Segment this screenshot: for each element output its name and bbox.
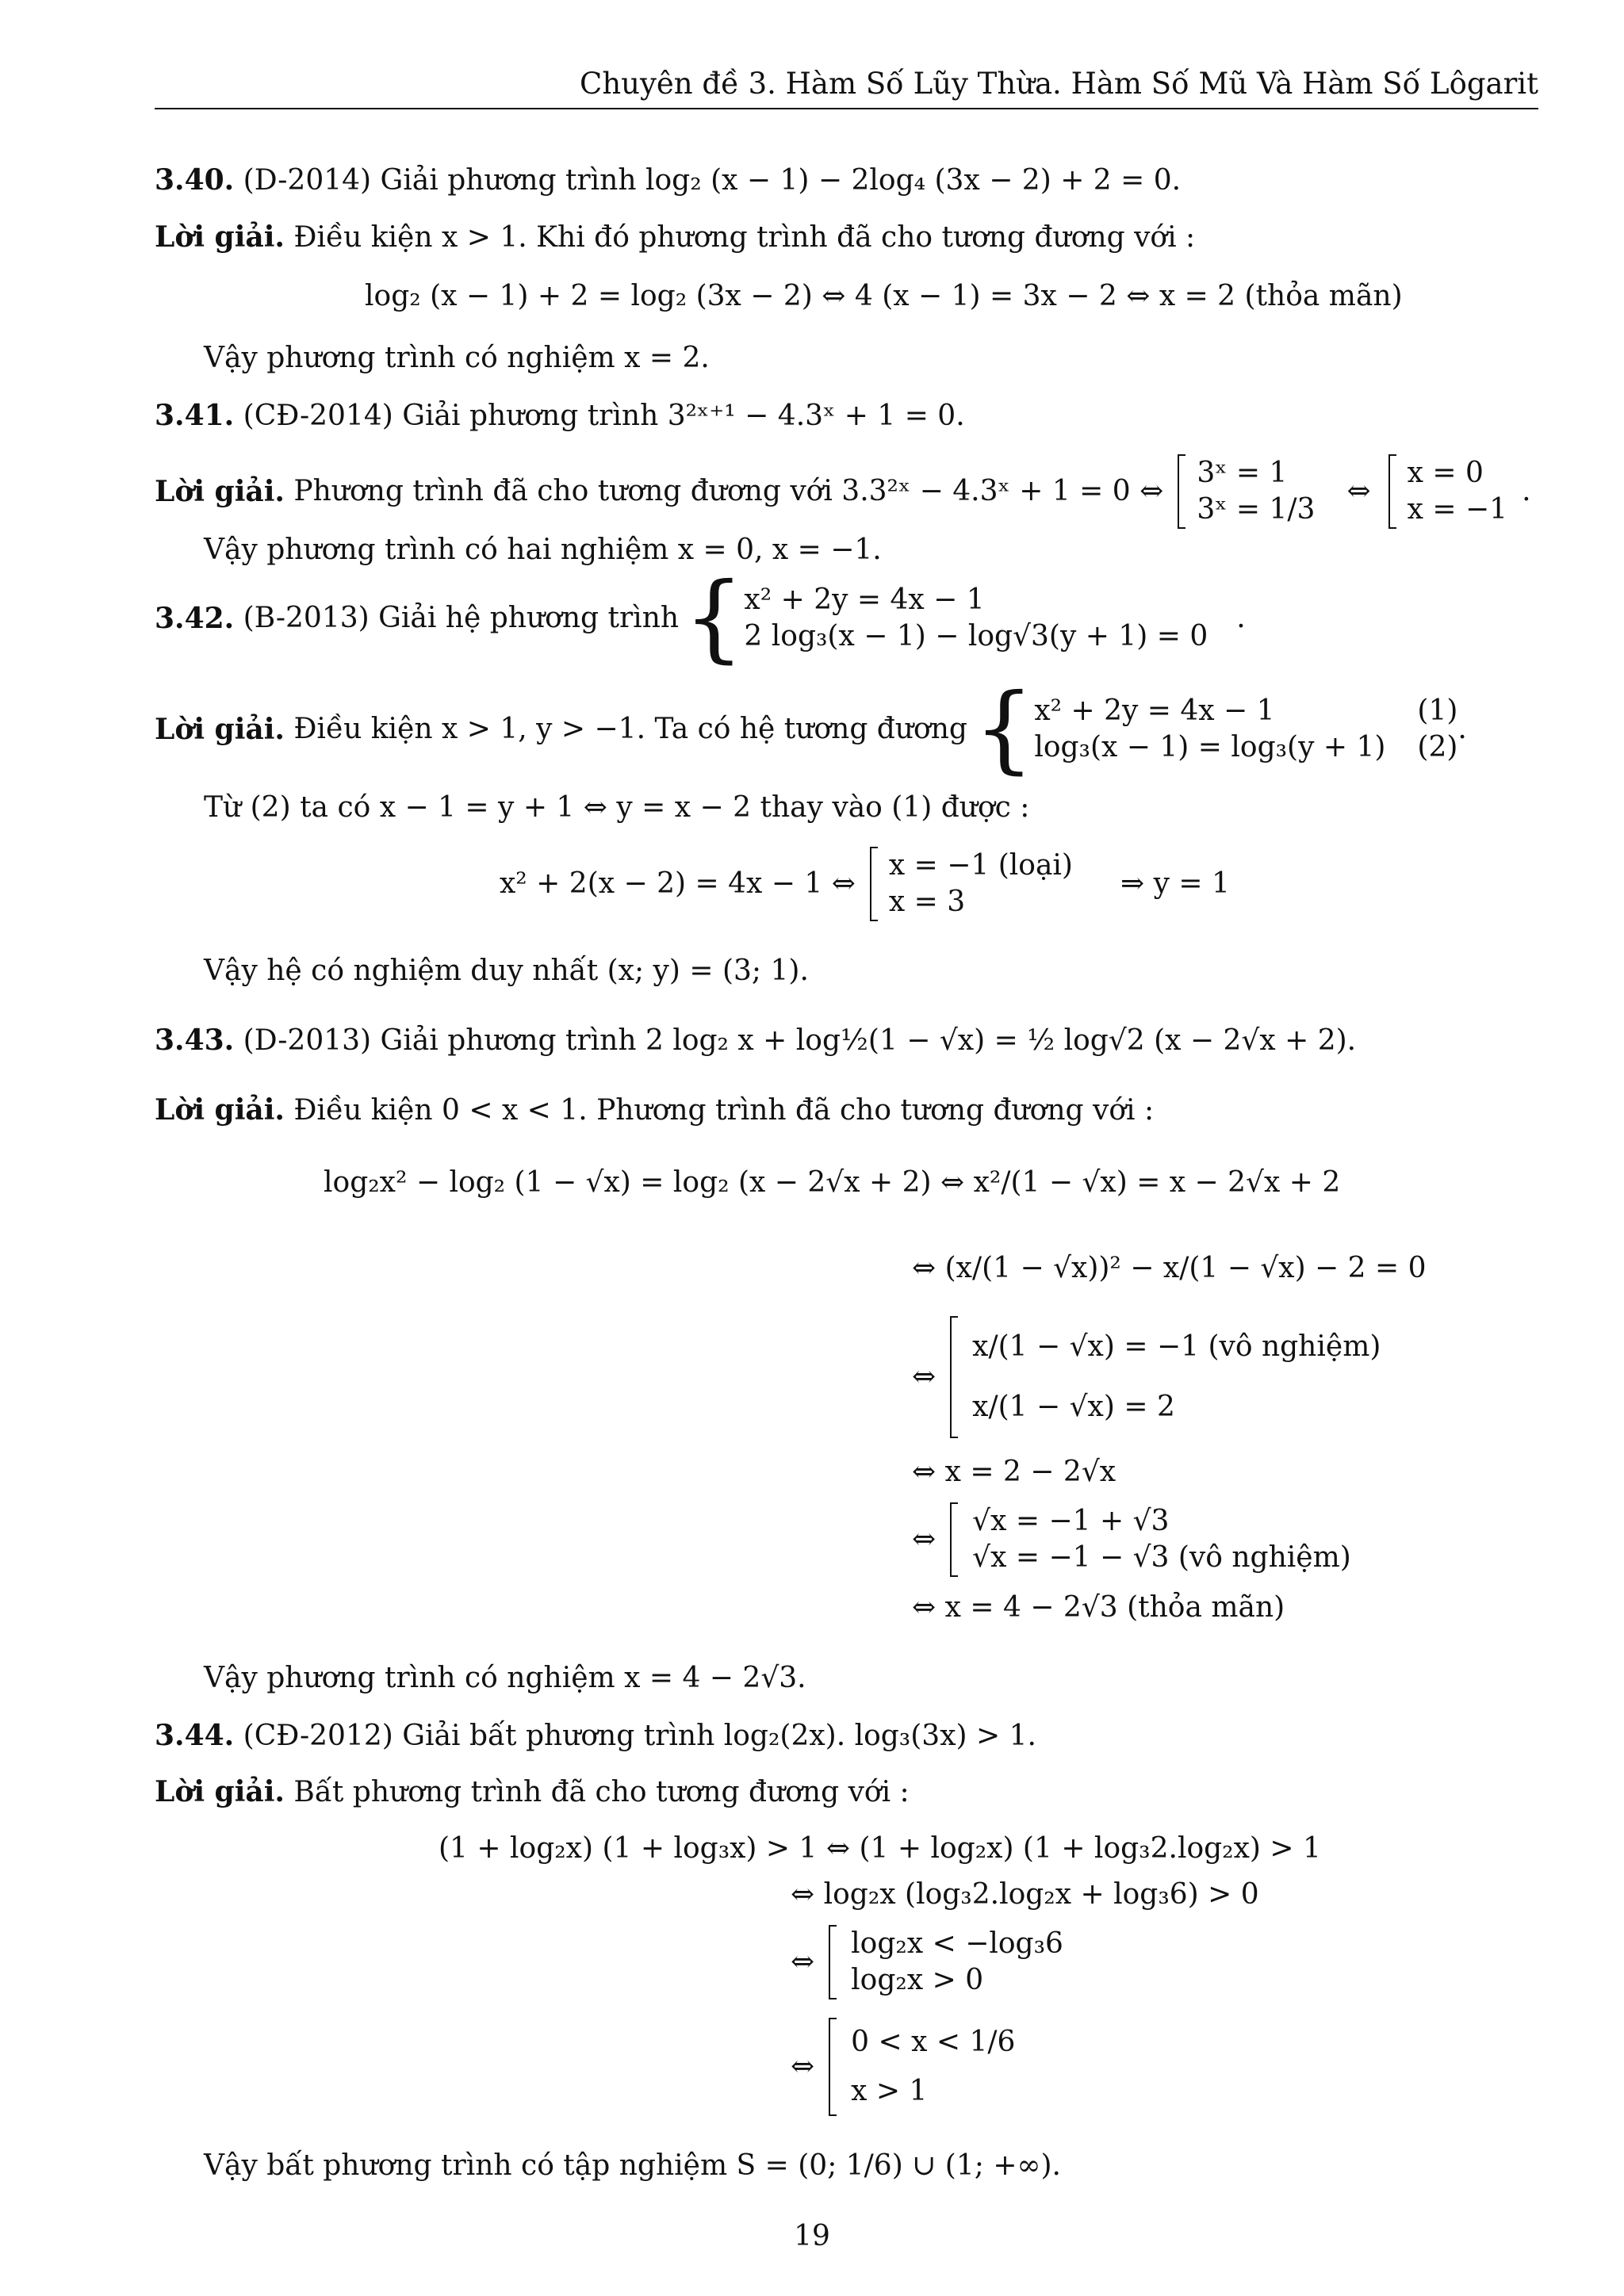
- equiv-arrow: ⇔: [1346, 475, 1371, 507]
- step-text: log₂x² − log₂ (1 − √x) = log₂ (x − 2√x + 2) ⇔ x²/(1 − √x) = x − 2√x + 2: [324, 1166, 1341, 1199]
- solution-label: Lời giải.: [155, 475, 285, 508]
- solution-text: Điều kiện x > 1. Khi đó phương trình đã cho tương đương với :: [293, 221, 1196, 254]
- case-line: x = 0: [1407, 457, 1484, 489]
- system-brace: {: [684, 563, 745, 673]
- case-line: x/(1 − √x) = 2: [972, 1391, 1175, 1423]
- step-3-43-4: [912, 1455, 1116, 1490]
- system-stack: [744, 582, 1208, 655]
- case-bracket: [950, 1502, 958, 1577]
- solution-3-42: [155, 674, 1467, 784]
- case-line: x/(1 − √x) = −1 (vô nghiệm): [972, 1330, 1381, 1363]
- case-bracket: [829, 1925, 837, 1999]
- conclusion-text: Vậy phương trình có hai nghiệm x = 0, x = −1.: [204, 534, 882, 566]
- step-3-42: [204, 790, 1029, 825]
- case-bracket: [950, 1316, 958, 1438]
- case-bracket: [829, 2018, 837, 2116]
- system-line: 2 log₃(x − 1) − log√3(y + 1) = 0: [744, 620, 1208, 652]
- conclusion-3-41: [204, 533, 882, 568]
- solution-text: Điều kiện x > 1, y > −1. Ta có hệ tương đương: [293, 713, 967, 745]
- system-stack: [1034, 693, 1385, 766]
- equation-3-40: [365, 279, 1403, 314]
- step-3-43-1: [324, 1165, 1340, 1200]
- step-text: Từ (2) ta có x − 1 = y + 1 ⇔ y = x − 2 thay vào (1) được :: [204, 791, 1030, 824]
- solution-label: Lời giải.: [155, 1093, 285, 1127]
- solution-label: Lời giải.: [155, 713, 285, 746]
- case-line: log₂x > 0: [851, 1964, 984, 1996]
- conclusion-text: Vậy phương trình có nghiệm x = 4 − 2√3.: [204, 1662, 806, 1694]
- step-3-43-2: [912, 1251, 1427, 1286]
- conclusion-3-44: [204, 2149, 1061, 2183]
- case-line: √x = −1 + √3: [972, 1505, 1170, 1537]
- period: .: [1522, 475, 1531, 507]
- solution-3-44: [155, 1774, 910, 1810]
- solution-label: Lời giải.: [155, 1775, 285, 1808]
- case-line: x = −1 (loại): [888, 849, 1073, 882]
- eq-number: (2): [1417, 731, 1458, 763]
- case-line: x = 3: [888, 886, 966, 918]
- step-3-43-5: [912, 1502, 1351, 1577]
- case-line: log₂x < −log₃6: [851, 1927, 1063, 1960]
- eq-numbers: [1417, 693, 1457, 766]
- problem-number: 3.40.: [155, 163, 235, 197]
- equation-3-42: [500, 847, 1230, 921]
- case-line: 0 < x < 1/6: [851, 2026, 1016, 2058]
- step-text: ⇔ log₂x (log₃2.log₂x + log₃6) > 0: [791, 1878, 1259, 1911]
- case-line: √x = −1 − √3 (vô nghiệm): [972, 1541, 1351, 1574]
- system-brace: {: [973, 674, 1035, 784]
- case-stack: [972, 1317, 1381, 1437]
- case-stack: [851, 1926, 1063, 1999]
- step-3-44-4: [791, 2018, 1015, 2116]
- solution-3-43: [155, 1093, 1154, 1128]
- solution-3-41: [155, 452, 1531, 531]
- case-stack: [1408, 455, 1507, 528]
- solution-3-40: [155, 220, 1195, 255]
- problem-text: (CĐ-2012) Giải bất phương trình log₂(2x). log₃(3x) > 1.: [243, 1720, 1036, 1752]
- step-3-44-3: [791, 1925, 1063, 1999]
- case-line: 3ˣ = 1/3: [1197, 493, 1316, 526]
- step-3-43-6: [912, 1590, 1285, 1625]
- case-bracket: [1178, 454, 1185, 529]
- eq-number: (1): [1417, 695, 1458, 727]
- step-3-43-3: [912, 1316, 1381, 1438]
- equiv-arrow: ⇔: [791, 1946, 815, 1978]
- system-line: x² + 2y = 4x − 1: [744, 584, 985, 616]
- problem-number: 3.42.: [155, 602, 235, 635]
- conclusion-3-43: [204, 1661, 806, 1696]
- problem-number: 3.43.: [155, 1024, 235, 1057]
- conclusion-3-42: [204, 954, 809, 989]
- problem-text: (D-2013) Giải phương trình 2 log₂ x + log½(1 − √x) = ½ log√2 (x − 2√x + 2).: [243, 1024, 1357, 1057]
- case-stack: [972, 1503, 1351, 1576]
- equiv-arrow: ⇔: [912, 1360, 936, 1393]
- conclusion-text: Vậy bất phương trình có tập nghiệm S = (0; 1/6) ∪ (1; +∞).: [204, 2149, 1061, 2182]
- step-3-44-1: [439, 1831, 1321, 1866]
- problem-3-44: [155, 1718, 1036, 1754]
- equation-left: x² + 2(x − 2) = 4x − 1 ⇔: [500, 867, 856, 900]
- problem-text: (D-2014) Giải phương trình log₂ (x − 1) − 2log₄ (3x − 2) + 2 = 0.: [243, 164, 1182, 197]
- step-3-44-2: [791, 1877, 1259, 1912]
- case-stack: [889, 848, 1073, 920]
- system-line: x² + 2y = 4x − 1: [1034, 695, 1275, 727]
- conclusion-text: Vậy phương trình có nghiệm x = 2.: [204, 342, 710, 374]
- step-text: ⇔ x = 4 − 2√3 (thỏa mãn): [912, 1591, 1285, 1624]
- step-text: (1 + log₂x) (1 + log₃x) > 1 ⇔ (1 + log₂x) (1 + log₃2.log₂x) > 1: [439, 1832, 1321, 1865]
- problem-number: 3.41.: [155, 399, 235, 432]
- equation-right: ⇒ y = 1: [1120, 867, 1230, 900]
- case-line: 3ˣ = 1: [1197, 457, 1288, 489]
- problem-3-42: [155, 563, 1246, 673]
- problem-text: (B-2013) Giải hệ phương trình: [243, 602, 680, 634]
- solution-text: Phương trình đã cho tương đương với 3.3²ˣ − 4.3ˣ + 1 = 0 ⇔: [293, 475, 1164, 507]
- solution-text: Điều kiện 0 < x < 1. Phương trình đã cho tương đương với :: [293, 1094, 1155, 1127]
- period: .: [1457, 713, 1467, 745]
- header-title: Chuyên đề 3. Hàm Số Lũy Thừa. Hàm Số Mũ Và Hàm Số Lôgarit: [580, 67, 1538, 101]
- equiv-arrow: ⇔: [791, 2050, 815, 2083]
- case-line: x = −1: [1407, 493, 1508, 526]
- case-stack: [851, 2018, 1015, 2116]
- conclusion-text: Vậy hệ có nghiệm duy nhất (x; y) = (3; 1).: [204, 955, 809, 987]
- case-stack: [1197, 455, 1315, 528]
- problem-3-40: [155, 163, 1181, 198]
- system-line: log₃(x − 1) = log₃(y + 1): [1034, 731, 1386, 763]
- case-bracket: [1388, 454, 1396, 529]
- equiv-arrow: ⇔: [912, 1523, 936, 1556]
- period: .: [1236, 602, 1246, 634]
- step-text: ⇔ x = 2 − 2√x: [912, 1456, 1116, 1488]
- problem-3-41: [155, 398, 965, 434]
- solution-text: Bất phương trình đã cho tương đương với :: [293, 1776, 910, 1808]
- running-header: [155, 62, 1538, 109]
- equation-text: log₂ (x − 1) + 2 = log₂ (3x − 2) ⇔ 4 (x − 1) = 3x − 2 ⇔ x = 2 (thỏa mãn): [365, 280, 1403, 312]
- problem-text: (CĐ-2014) Giải phương trình 3²ˣ⁺¹ − 4.3ˣ + 1 = 0.: [243, 400, 965, 432]
- step-text: ⇔ (x/(1 − √x))² − x/(1 − √x) − 2 = 0: [912, 1252, 1427, 1284]
- page-number: 19: [794, 2220, 830, 2252]
- case-bracket: [870, 847, 878, 921]
- case-line: x > 1: [851, 2075, 928, 2107]
- solution-label: Lời giải.: [155, 220, 285, 254]
- problem-3-43: [155, 1023, 1356, 1058]
- conclusion-3-40: [204, 341, 710, 376]
- problem-number: 3.44.: [155, 1719, 235, 1752]
